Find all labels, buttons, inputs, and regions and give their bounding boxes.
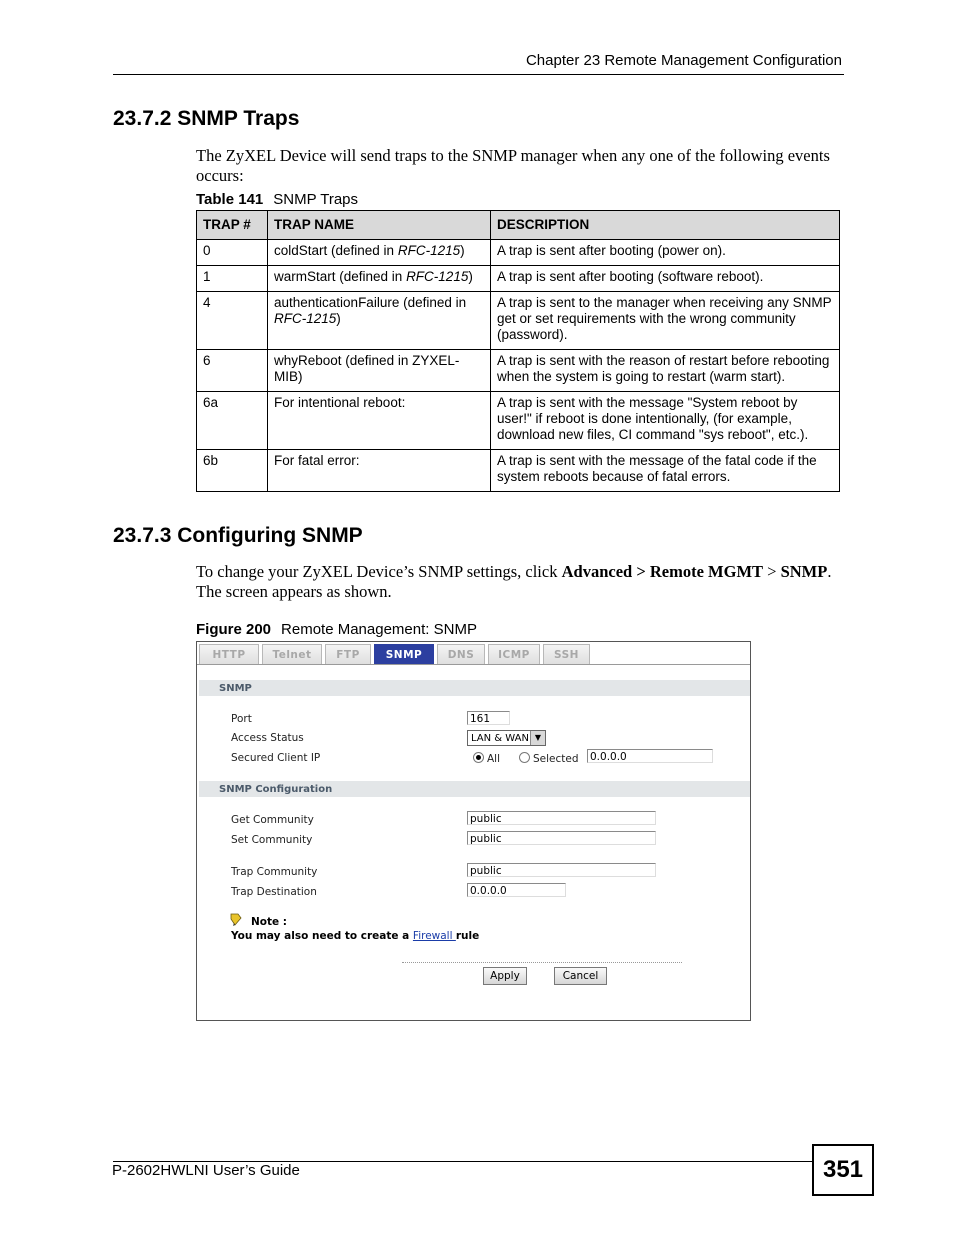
trap-name-rfc: RFC-1215 [406,269,469,284]
trap-name [268,240,491,266]
trap-name-rfc: RFC-1215 [274,311,337,326]
table-row [197,392,840,450]
access-status-label: Access Status [231,732,304,744]
get-community-label: Get Community [231,814,314,826]
table-title: SNMP Traps [273,191,359,208]
figure-title: Remote Management: SNMP [281,621,477,638]
trap-description: A trap is sent to the manager when receiving any SNMP get or set requirements with the wrong community (password). [491,292,840,350]
radio-selected[interactable] [519,752,530,763]
note-title: Note : [251,916,287,928]
header-rule [113,74,844,75]
note-text-end: rule [455,930,480,942]
apply-button[interactable]: Apply [483,967,527,985]
table-row [197,240,840,266]
trap-name-text: authenticationFailure (defined in [274,295,467,310]
trap-description: A trap is sent after booting (power on). [491,240,840,266]
col-trap-num: TRAP # [197,211,268,240]
trap-description: A trap is sent with the reason of restart before rebooting when the system is going to restart (warm start). [491,350,840,392]
para-menu-snmp: SNMP [780,562,828,581]
section-band-snmp-configuration: SNMP Configuration [199,781,750,797]
trap-name [268,266,491,292]
tab-dns[interactable]: DNS [437,644,485,665]
trap-number: 1 [197,266,268,292]
tab-underline [197,664,750,665]
get-community-input[interactable]: public [467,811,656,825]
trap-name-suffix: ) [336,311,341,326]
trap-number: 6b [197,450,268,492]
section-heading-configuring-snmp: 23.7.3 Configuring SNMP [113,524,363,547]
table-row [197,450,840,492]
trap-destination-label: Trap Destination [231,886,317,898]
chapter-header: Chapter 23 Remote Management Configuration [525,52,842,69]
radio-selected-label: Selected [533,753,579,765]
trap-community-label: Trap Community [231,866,318,878]
trap-number: 4 [197,292,268,350]
snmp-traps-table [196,210,840,492]
radio-all[interactable] [473,752,484,763]
para-separator: > [763,562,781,581]
trap-name-text: coldStart (defined in [274,243,398,258]
trap-description: A trap is sent after booting (software reboot). [491,266,840,292]
trap-name [268,350,491,392]
para-text: To change your ZyXEL Device’s SNMP settings, click [196,562,562,581]
table-label: Table 141 [196,191,264,208]
trap-name-text: For fatal error: [274,453,360,468]
section-heading-snmp-traps: 23.7.2 SNMP Traps [113,107,300,130]
trap-destination-input[interactable]: 0.0.0.0 [467,883,566,897]
para-menu-path: Advanced > Remote MGMT [561,562,764,581]
set-community-label: Set Community [231,834,313,846]
trap-name-text: warmStart (defined in [274,269,407,284]
table-caption [196,191,358,208]
snmp-screenshot [196,641,751,1021]
cancel-button[interactable]: Cancel [554,967,607,985]
configuring-paragraph [196,562,836,602]
table-row [197,292,840,350]
table-row [197,266,840,292]
trap-name [268,392,491,450]
tab-ssh[interactable]: SSH [543,644,590,665]
trap-number: 0 [197,240,268,266]
trap-number: 6 [197,350,268,392]
access-status-value: LAN & WAN [471,733,529,744]
section-band-snmp: SNMP [199,680,750,696]
note-text-start: You may also need to create a [231,930,413,942]
selected-ip-input[interactable]: 0.0.0.0 [587,749,713,763]
trap-description: A trap is sent with the message "System reboot by user!" if reboot is done intentionally, (for example, download new files, CI command "sys reboot", etc.). [491,392,840,450]
tab-http[interactable]: HTTP [199,644,259,665]
port-label: Port [231,713,252,725]
table-header-row [197,211,840,240]
secured-client-ip-label: Secured Client IP [231,752,321,764]
tab-ftp[interactable]: FTP [325,644,371,665]
access-status-select[interactable] [467,730,546,746]
trap-number: 6a [197,392,268,450]
trap-community-input[interactable]: public [467,863,656,877]
trap-name-text: whyReboot (defined in ZYXEL-MIB) [274,353,460,384]
radio-all-label: All [487,753,501,765]
tab-telnet[interactable]: Telnet [262,644,322,665]
trap-name [268,450,491,492]
trap-name-suffix: ) [468,269,473,284]
figure-label: Figure 200 [196,621,272,638]
note-pencil-icon [230,913,242,927]
chevron-down-icon: ▼ [530,731,545,745]
para-text-end: . The screen appears as shown. [196,562,832,601]
dotted-divider [402,962,682,963]
firewall-link[interactable]: Firewall [412,930,456,942]
port-input[interactable]: 161 [467,711,510,725]
tab-snmp[interactable]: SNMP [374,644,434,665]
trap-name-suffix: ) [460,243,465,258]
set-community-input[interactable]: public [467,831,656,845]
note-text [231,930,479,942]
tab-bar [199,644,593,665]
tab-icmp[interactable]: ICMP [488,644,540,665]
col-trap-name: TRAP NAME [268,211,491,240]
page-number: 351 [812,1144,874,1196]
trap-name [268,292,491,350]
table-row [197,350,840,392]
trap-description: A trap is sent with the message of the fatal code if the system reboots because of fatal errors. [491,450,840,492]
trap-name-text: For intentional reboot: [274,395,406,410]
trap-name-rfc: RFC-1215 [397,243,461,258]
intro-paragraph: The ZyXEL Device will send traps to the SNMP manager when any one of the following events occurs: [196,146,830,185]
footer-guide-title: P-2602HWLNI User’s Guide [112,1162,300,1179]
figure-caption [196,621,477,638]
col-description: DESCRIPTION [491,211,840,240]
